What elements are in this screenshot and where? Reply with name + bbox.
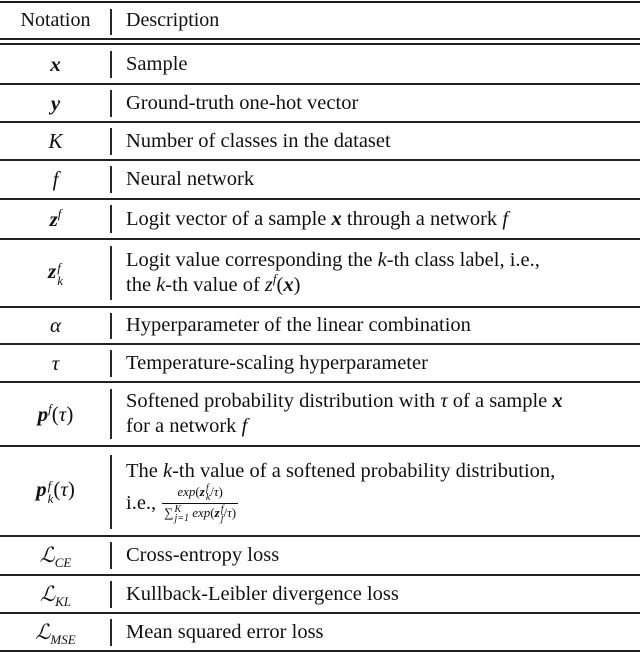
table-row <box>0 383 640 445</box>
table-row <box>0 537 640 574</box>
symbol-script-L: ℒ <box>35 619 51 644</box>
table-row <box>0 308 640 343</box>
paren: ( <box>51 401 59 426</box>
table-row <box>0 447 640 535</box>
notation-cell <box>0 161 111 198</box>
column-separator <box>110 581 112 608</box>
table-row <box>0 200 640 238</box>
superscript-f: f <box>220 504 224 516</box>
notation-cell <box>0 308 111 343</box>
subscript-j: j <box>220 513 224 525</box>
exp-text: exp <box>177 483 196 499</box>
column-separator <box>110 542 112 569</box>
desc-text: of a sample <box>447 390 553 412</box>
description-cell: Cross-entropy loss <box>126 544 280 566</box>
symbol-f: f <box>241 415 248 437</box>
desc-text: -th value of a softened probability distribution, <box>172 459 556 482</box>
desc-text: Logit vector of a sample <box>126 207 332 230</box>
header-description: Description <box>126 8 220 31</box>
header-double-rule-1 <box>0 38 640 40</box>
desc-text: through a network <box>341 207 503 230</box>
symbol-x: x <box>50 51 61 76</box>
description-cell: Logit value corresponding the k-th class label, i.e., the k-th value of $z^f(x)$ <box>126 249 540 296</box>
subscript-MSE: MSE <box>50 631 76 647</box>
slash: / <box>210 483 214 499</box>
symbol-alpha: α <box>49 313 62 337</box>
notation-cell <box>0 383 111 445</box>
description-cell: Hyperparameter of the linear combination <box>126 314 471 336</box>
sum-lower: j=1 <box>174 513 189 525</box>
table-row <box>0 240 640 306</box>
desc-text: i.e., <box>126 492 157 514</box>
table-row <box>0 161 640 198</box>
table-row <box>0 614 640 650</box>
desc-text: -th value of <box>165 274 265 296</box>
column-separator <box>110 205 112 233</box>
symbol-x: x <box>283 274 294 296</box>
symbol-p: p <box>37 401 49 426</box>
description-cell: Temperature-scaling hyperparameter <box>126 351 428 374</box>
symbol-x: x <box>331 207 342 230</box>
symbol-script-L: ℒ <box>39 581 56 606</box>
symbol-tau: τ <box>227 505 232 520</box>
subscript-k: k <box>205 492 211 503</box>
superscript-f: f <box>205 483 209 494</box>
column-separator <box>110 166 112 193</box>
table-row <box>0 123 640 159</box>
symbol-f: f <box>52 167 59 191</box>
desc-text: Logit value corresponding the <box>126 249 378 271</box>
notation-cell <box>0 537 111 574</box>
symbol-tau: τ <box>51 350 60 375</box>
column-separator <box>110 455 112 529</box>
column-separator <box>110 389 112 439</box>
symbol-k: k <box>377 249 387 271</box>
symbol-z: z <box>199 483 205 499</box>
symbol-z: z <box>49 206 58 231</box>
description-cell: Neural network <box>126 168 255 190</box>
notation-cell <box>0 45 111 83</box>
description-cell <box>126 200 636 238</box>
superscript-f: f <box>48 400 52 416</box>
column-separator <box>110 313 112 339</box>
symbol-K: K <box>48 128 63 153</box>
exp-text: exp <box>192 505 211 520</box>
paren: ) <box>67 477 75 502</box>
column-separator <box>110 90 112 117</box>
column-separator <box>110 51 112 78</box>
symbol-f: f <box>502 207 509 230</box>
symbol-tau: τ <box>60 477 68 502</box>
symbol-y: y <box>50 90 61 115</box>
column-separator <box>110 619 112 646</box>
symbol-k: k <box>163 459 173 482</box>
fraction-numerator: exp(z f k /τ) <box>177 483 223 503</box>
symbol-tau: τ <box>440 390 448 412</box>
paren: ) <box>66 401 74 426</box>
sum-symbol: ∑ <box>164 505 174 520</box>
table-row <box>0 45 640 83</box>
description-cell: Ground-truth one-hot vector <box>126 91 359 114</box>
desc-text: for a network <box>126 415 242 437</box>
symbol-z: z <box>214 505 220 520</box>
desc-text: Softened probability distribution with <box>126 390 441 412</box>
desc-text: -th class label, i.e., <box>386 249 540 271</box>
notation-cell <box>0 200 111 238</box>
notation-cell <box>0 345 111 381</box>
subscript-k: k <box>57 272 63 288</box>
symbol-z: z <box>48 259 57 284</box>
notation-cell <box>0 240 111 306</box>
column-separator <box>110 350 112 377</box>
desc-text: The <box>126 459 163 482</box>
description-cell: Kullback-Leibler divergence loss <box>126 582 399 605</box>
superscript-f: f <box>272 271 277 287</box>
paren: ( <box>53 477 61 502</box>
symbol-tau: τ <box>58 401 67 426</box>
notation-cell <box>0 576 111 612</box>
header-row <box>0 3 640 37</box>
description-cell <box>126 447 636 535</box>
description-cell: Number of classes in the dataset <box>126 129 391 152</box>
subscript-CE: CE <box>54 555 72 571</box>
sum-upper: K <box>174 504 182 516</box>
superscript-f: f <box>57 259 61 275</box>
desc-text: the <box>126 274 157 296</box>
bottom-rule <box>0 650 640 652</box>
notation-cell <box>0 614 111 650</box>
column-separator <box>110 246 112 300</box>
table-row <box>0 85 640 121</box>
description-cell: Mean squared error loss <box>126 620 324 643</box>
symbol-tau: τ <box>213 483 219 499</box>
symbol-x: x <box>552 390 563 412</box>
subscript-KL: KL <box>55 593 72 609</box>
softmax-fraction <box>162 484 238 523</box>
description-cell: Sample <box>126 52 188 75</box>
table-row <box>0 576 640 612</box>
column-separator <box>110 128 112 155</box>
symbol-script-L: ℒ <box>39 543 55 567</box>
slash: / <box>223 505 228 520</box>
subscript-k: k <box>47 490 54 506</box>
fraction-denominator: ∑ K j=1 exp(z f j /τ) <box>164 504 237 525</box>
superscript-f: f <box>47 477 52 493</box>
header-notation: Notation <box>20 8 91 31</box>
column-separator <box>110 9 112 35</box>
symbol-z: z <box>264 274 273 296</box>
notation-cell <box>0 123 111 159</box>
symbol-k: k <box>156 274 166 296</box>
symbol-p: p <box>36 477 47 502</box>
table-row <box>0 345 640 381</box>
notation-cell <box>0 447 111 535</box>
notation-cell <box>0 85 111 121</box>
description-cell <box>126 383 636 445</box>
superscript-f: f <box>57 205 62 221</box>
